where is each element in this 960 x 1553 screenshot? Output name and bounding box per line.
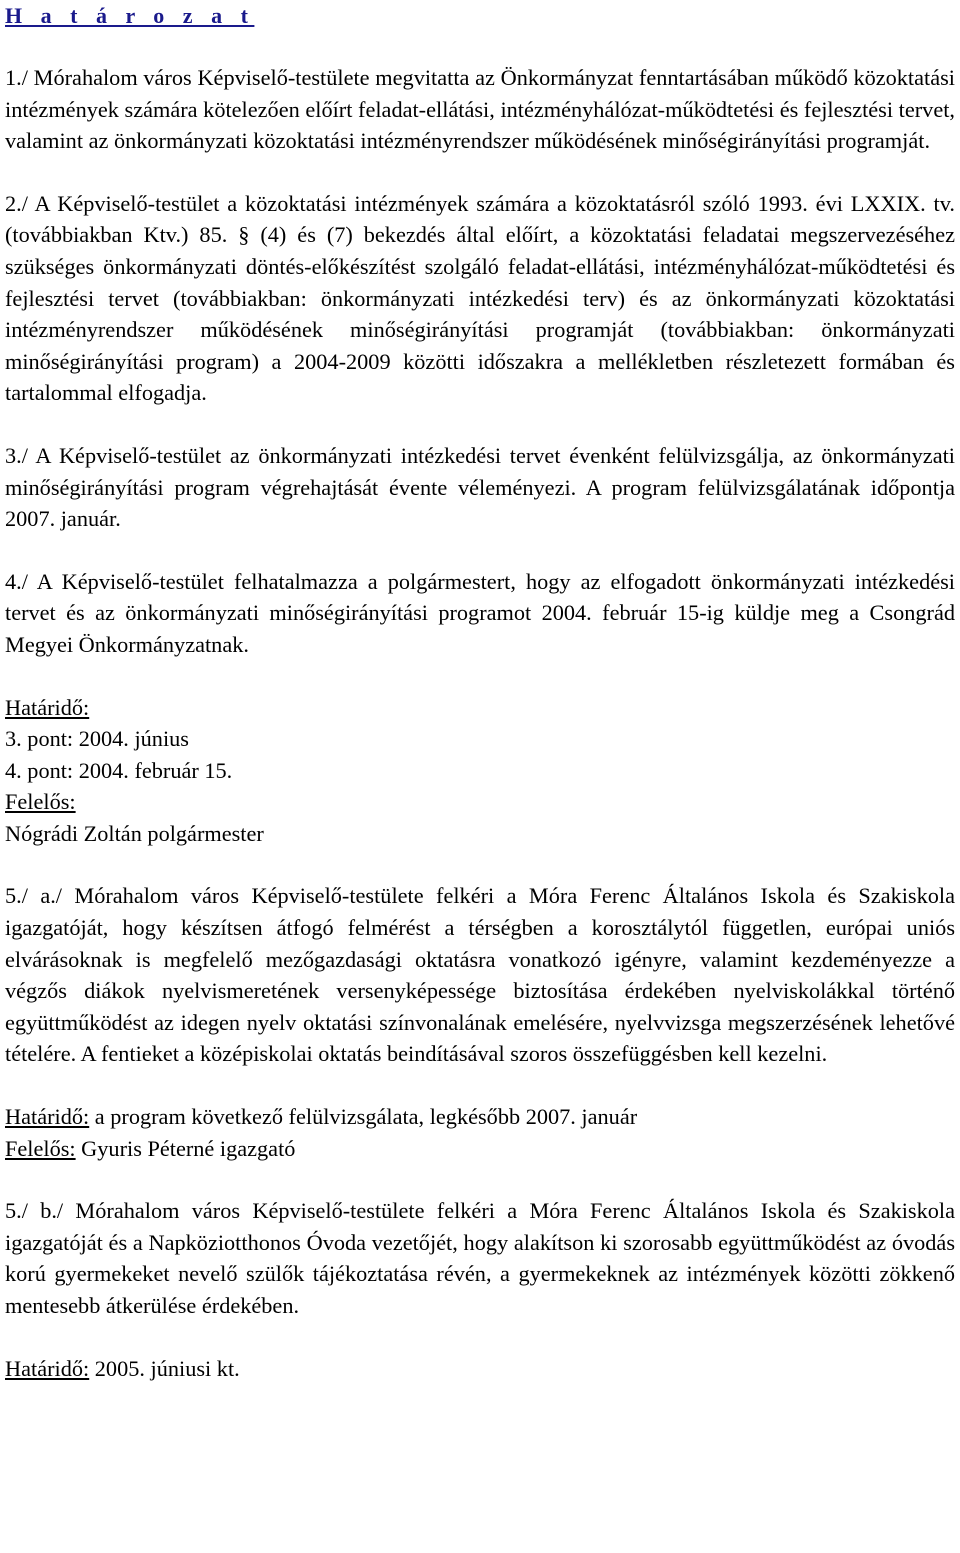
responsible-person: Nógrádi Zoltán polgármester [5,820,264,846]
document-page [5,0,955,1384]
point-5b-deadline [5,1353,955,1385]
deadline-block [5,692,955,850]
deadline-point-3: 3. pont: 2004. június [5,726,189,752]
resolution-point-3: 3./ A Képviselő-testület az önkormányzati intézkedési tervet évenként felülvizsgálja, az önkormányzati minőségirányítási program végrehajtását évente véleményezi. A program felülvizsgálatának időpontja 2007. január. [5,442,955,532]
responsible-label: Felelős: [5,789,76,815]
point-5b-deadline-block [5,1353,955,1385]
point-5a-deadline [5,1101,955,1133]
resolution-point-5b: 5./ b./ Mórahalom város Képviselő-testülete felkéri a Móra Ferenc Általános Iskola és Szakiskola igazgatóját és a Napköziotthonos Óvoda vezetőjét, hogy alakítson ki szorosabb együttműködést az óvodás korú gyermekeket nevelő szülők tájékoztatása révén, a gyermekeknek az intézmények közötti zökkenő mentesebb átkerülése érdekében. [5,1198,955,1318]
point-5a-deadline-value: a program következő felülvizsgálata, legkésőbb 2007. január [89,1104,638,1130]
document-title: H a t á r o z a t [5,3,255,28]
point-5a-responsible [5,1133,955,1165]
deadline-label: Határidő: [5,694,90,720]
deadline-point-4: 4. pont: 2004. február 15. [5,757,233,783]
point-5a-responsible-label: Felelős: [5,1135,76,1161]
point-5b-deadline-label: Határidő: [5,1355,90,1381]
resolution-point-2: 2./ A Képviselő-testület a közoktatási intézmények számára a közoktatásról szóló 1993. évi LXXIX. tv. (továbbiakban Ktv.) 85. § (4) és (7) bekezdés által előírt, a közoktatási feladatai megszervezéséhez szükséges önkormányzati döntés-előkészítést szolgáló feladat-ellátási, intézményhálózat-működtetési és fejlesztési tervet (továbbiakban: önkormányzati intézkedési terv) és az önkormányzati közoktatási intézményrendszer működésének minőségirányítási programját (továbbiakban: önkormányzati minőségirányítási program) a 2004-2009 közötti időszakra a mellékletben részletezett formában és tartalommal elfogadja. [5,190,955,406]
point-5a-responsible-value: Gyuris Péterné igazgató [75,1135,296,1161]
resolution-point-4: 4./ A Képviselő-testület felhatalmazza a polgármestert, hogy az elfogadott önkormányzati intézkedési tervet és az önkormányzati minőségirányítási programot 2004. február 15-ig küldje meg a Csongrád Megyei Önkormányzatnak. [5,568,955,657]
point-5b-deadline-value: 2005. júniusi kt. [89,1355,240,1381]
point-5a-deadline-label: Határidő: [5,1104,90,1130]
resolution-point-5a: 5./ a./ Mórahalom város Képviselő-testülete felkéri a Móra Ferenc Általános Iskola és Szakiskola igazgatóját, hogy készítsen átfogó felmérést a térségben a korosztálytól független, európai uniós elvárásoknak is megfelelő mezőgazdasági oktatásra vonatkozó igényre, valamint kezdeményezze a végzős diákok nyelvismeretének versenyképessége biztosítása érdekében nyelviskolákkal történő együttműködést az idegen nyelv oktatási színvonalának emelésére, nyelvvizsga megszerzésének lehetővé tételére. A fentieket a középiskolai oktatás beindításával szoros összefüggésben kell kezelni. [5,883,955,1067]
resolution-point-1: 1./ Mórahalom város Képviselő-testülete megvitatta az Önkormányzat fenntartásában működő közoktatási intézmények számára kötelezően előírt feladat-ellátási, intézményhálózat-működtetési és fejlesztési tervet, valamint az önkormányzati közoktatási intézményrendszer működésének minőségirányítási programját. [5,65,955,154]
point-5a-deadline-block [5,1101,955,1164]
